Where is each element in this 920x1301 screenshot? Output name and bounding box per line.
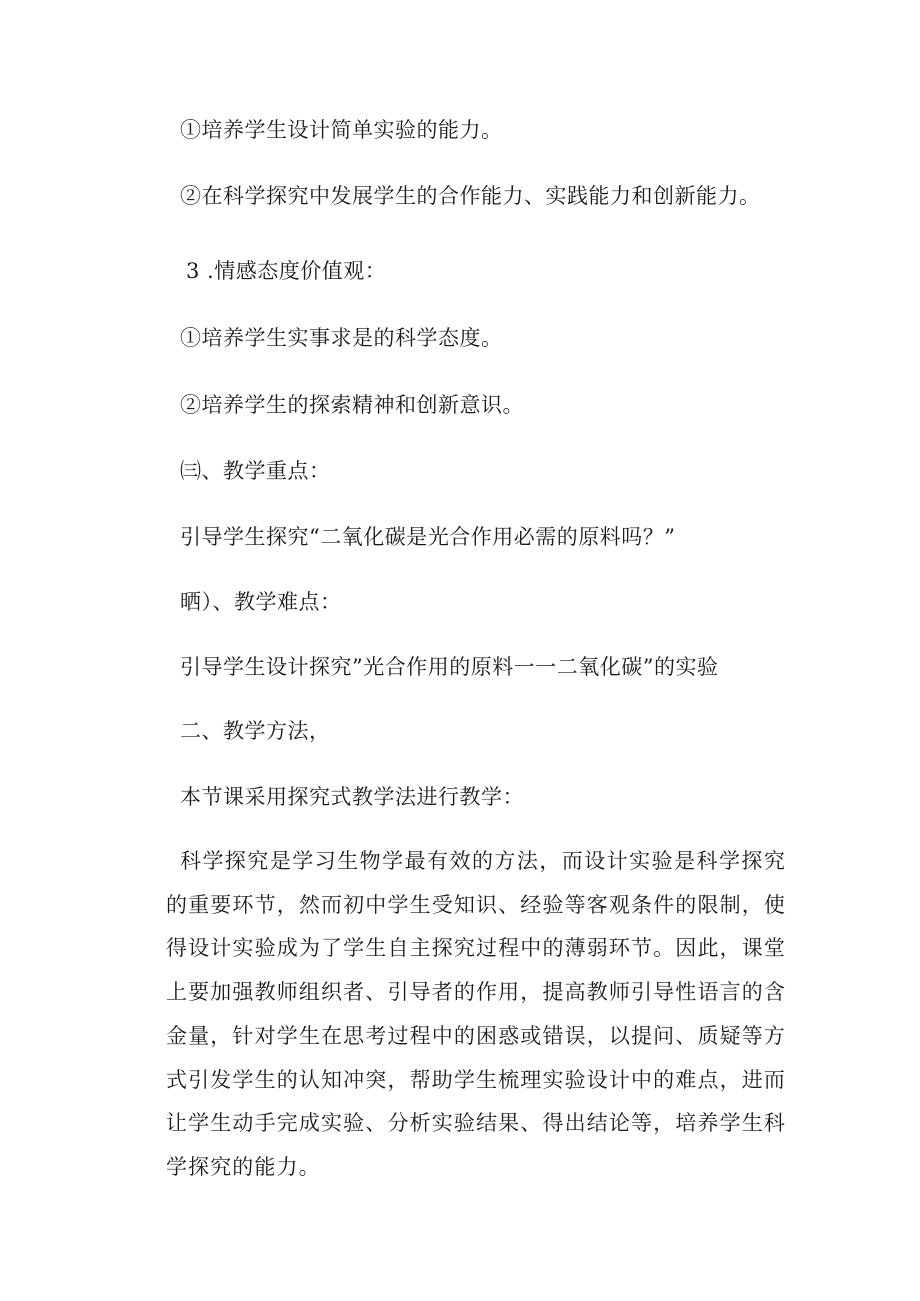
skill-item-2: ②在科学探究中发展学生的合作能力、实践能力和创新能力。 bbox=[180, 184, 761, 208]
skill-item-1: ①培养学生设计简单实验的能力。 bbox=[180, 118, 503, 142]
attitude-item-2: ②培养学生的探索精神和创新意识。 bbox=[180, 393, 524, 417]
difficulty-text: 引导学生设计探究”光合作用的原料一一二氧化碳”的实验 bbox=[180, 655, 719, 679]
attitude-item-1: ①培养学生实事求是的科学态度。 bbox=[180, 326, 503, 350]
key-point-heading: ㈢、教学重点： bbox=[180, 459, 331, 483]
method-paragraph: 科学探究是学习生物学最有效的方法，而设计实验是科学探究的重要环节，然而初中学生受知识、经验等客观条件的限制，使得设计实验成为了学生自主探究过程中的薄弱环节。因此，课堂上要加强教师组织者、引导者的作用，提高教师引导性语言的含金量，针对学生在思考过程中的困惑或错误，以提问、质疑等方式引发学生的认知冲突，帮助学生梳理实验设计中的难点，进而让学生动手完成实验、分析实验结果、得出结论等，培养学生科学探究的能力。 bbox=[166, 849, 786, 1179]
section-3-heading: 3 .情感态度价值观： bbox=[186, 259, 387, 283]
difficulty-heading: 晒）、教学难点： bbox=[180, 590, 342, 614]
method-heading: 二、教学方法， bbox=[180, 719, 331, 743]
method-intro: 本节课采用探究式教学法进行教学： bbox=[180, 785, 524, 809]
key-point-text: 引导学生探究“二氧化碳是光合作用必需的原料吗？” bbox=[180, 525, 676, 549]
